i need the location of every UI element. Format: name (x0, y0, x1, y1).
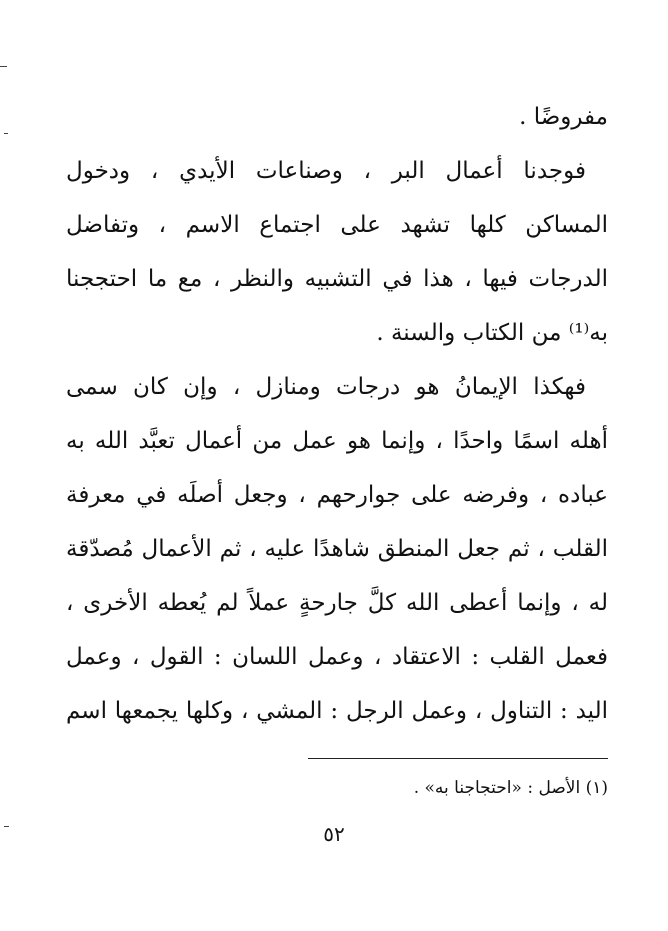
main-text (66, 90, 608, 738)
text-line: له ، وإنما أعطى الله كلَّ جارحةٍ عملاً لم يُعطه الأخرى ، (66, 590, 608, 616)
text-line: فهكذا الإيمانُ هو درجات ومنازل ، وإن كان سمى (66, 374, 586, 400)
text-line: الدرجات فيها ، هذا في التشبيه والنظر ، مع ما احتججنا (66, 266, 608, 292)
margin-mark (4, 826, 9, 827)
text-line: أهله اسمًا واحدًا ، وإنما هو عمل من أعمال تعبَّد الله به (66, 428, 608, 454)
text-line: به⁽¹⁾ من الكتاب والسنة . (376, 320, 608, 346)
text-line: فوجدنا أعمال البر ، وصناعات الأيدي ، ودخول (66, 158, 586, 184)
margin-mark (0, 66, 7, 67)
text-line: المساكن كلها تشهد على اجتماع الاسم ، وتفاضل (66, 212, 608, 238)
footnote: (١) الأصل : «احتجاجنا به» . (413, 778, 608, 798)
text-line: عباده ، وفرضه على جوارحهم ، وجعل أصلَه في معرفة (66, 482, 608, 508)
text-line: اليد : التناول ، وعمل الرجل : المشي ، وكلها يجمعها اسم (66, 698, 608, 724)
page-number: ٥٢ (323, 822, 345, 846)
text-line: مفروضًا . (519, 104, 608, 130)
margin-mark (4, 133, 8, 134)
text-line: فعمل القلب : الاعتقاد ، وعمل اللسان : القول ، وعمل (66, 644, 608, 670)
text-line: القلب ، ثم جعل المنطق شاهدًا عليه ، ثم الأعمال مُصدّقة (66, 536, 608, 562)
footnote-divider (308, 758, 608, 759)
